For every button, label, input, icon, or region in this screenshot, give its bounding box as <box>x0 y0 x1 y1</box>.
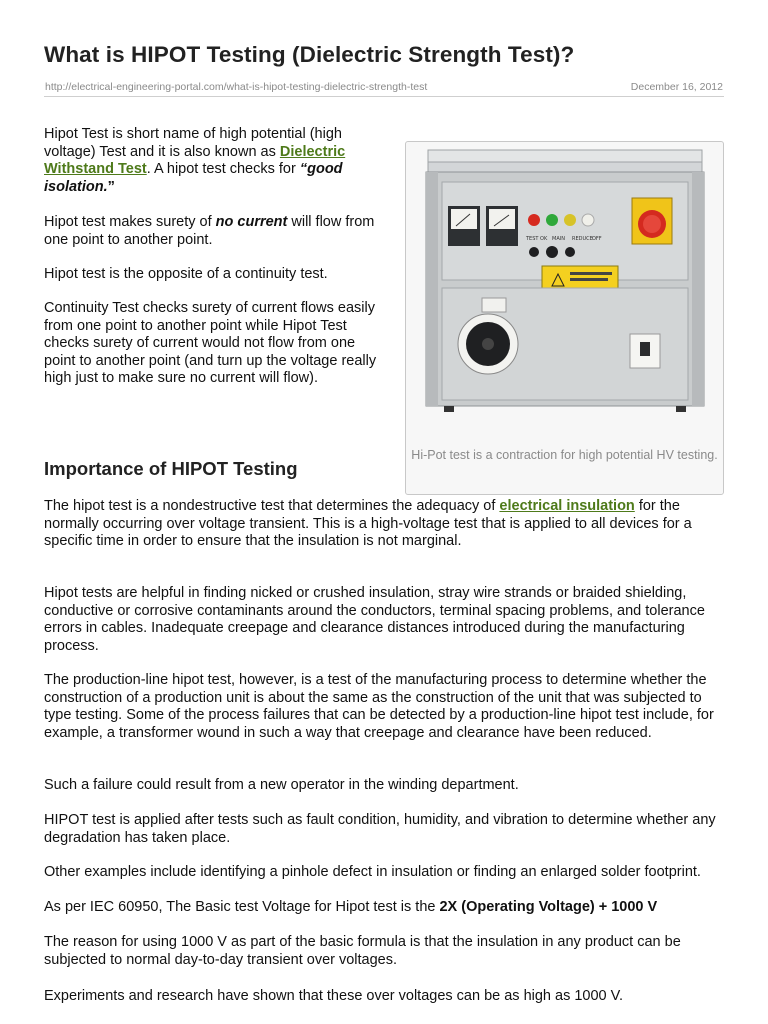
section-paragraph-4: Such a failure could result from a new operator in the winding department. <box>44 777 519 793</box>
paragraph-text: The hipot test is a nondestructive test that determines the adequacy of <box>44 498 500 514</box>
intro-text: will flow from one point to another point. <box>44 214 375 248</box>
section-paragraph-1 <box>44 498 724 551</box>
good-isolation-emphasis: “good isolation. <box>44 161 343 195</box>
paragraph-text: As per IEC 60950, The Basic test Voltage for Hipot test is the <box>44 899 440 915</box>
section-paragraph-7 <box>44 899 724 917</box>
intro-text: . A hipot test checks for <box>146 161 300 177</box>
source-url[interactable]: http://electrical-engineering-portal.com/what-is-hipot-testing-dielectric-strength-test <box>45 81 428 93</box>
svg-text:REDUCE: REDUCE <box>572 236 593 242</box>
electrical-insulation-link[interactable]: electrical insulation <box>499 498 635 514</box>
section-paragraph-6: Other examples include identifying a pinhole defect in insulation or finding an enlarged solder footprint. <box>44 864 701 880</box>
paragraph-text: for the normally occurring over voltage transient. This is a high-voltage test that is applied to all devices for a specific time in order to ensure that the insulation is not marginal. <box>44 498 692 549</box>
intro-text: Hipot Test is short name of high potential (high voltage) Test and it is also known as <box>44 126 342 160</box>
figure-caption: Hi-Pot test is a contraction for high potential HV testing. <box>411 448 718 462</box>
article-title: What is HIPOT Testing (Dielectric Strength Test)? <box>44 42 575 67</box>
svg-text:MAIN: MAIN <box>552 236 565 242</box>
dielectric-withstand-test-link[interactable]: Dielectric Withstand Test <box>44 143 346 177</box>
section-paragraph-2: Hipot tests are helpful in finding nicked or crushed insulation, stray wire strands or braided shielding, conductive or corrosive contaminants around the conductors, terminal spacing problems, and tolerance errors in cables. Inadequate creepage and clearance distances introduced during the manufacturing process. <box>44 585 705 654</box>
formula-emphasis: 2X (Operating Voltage) + 1000 V <box>439 899 658 915</box>
intro-paragraph-1 <box>44 126 390 196</box>
intro-paragraph-4: Continuity Test checks surety of current flows easily from one point to another point while Hipot Test checks surety of current would not flow from one point to another point (and turn up the voltage really high just to make sure no current will flow). <box>44 300 377 386</box>
equipment-figure <box>405 141 724 495</box>
closing-quote: ” <box>107 178 115 195</box>
section-paragraph-8: The reason for using 1000 V as part of the basic formula is that the insulation in any product can be subjected to normal day-to-day transient over voltages. <box>44 934 681 968</box>
intro-paragraph-3: Hipot test is the opposite of a continuity test. <box>44 266 328 282</box>
section-heading: Importance of HIPOT Testing <box>44 458 298 479</box>
intro-paragraph-2 <box>44 214 390 249</box>
section-paragraph-9: Experiments and research have shown that these over voltages can be as high as 1000 V. <box>44 988 624 1004</box>
no-current-emphasis: no current <box>215 214 288 230</box>
hipot-equipment-image <box>414 148 715 444</box>
svg-text:OFF: OFF <box>592 236 602 242</box>
section-paragraph-5: HIPOT test is applied after tests such as fault condition, humidity, and vibration to determine whether any degradation has taken place. <box>44 812 716 846</box>
meta-line <box>44 74 724 97</box>
svg-text:TEST OK: TEST OK <box>526 236 548 242</box>
section-paragraph-3: The production-line hipot test, however, is a test of the manufacturing process to determine whether the construction of a production unit is about the same as the construction of the unit that was subjected to type testing. Some of the process failures that can be detected by a production-line hipot test include, for example, a transformer wound in such a way that creepage and clearance have been reduced. <box>44 672 714 741</box>
intro-text: Hipot test makes surety of <box>44 214 216 230</box>
publish-date: December 16, 2012 <box>630 81 723 93</box>
